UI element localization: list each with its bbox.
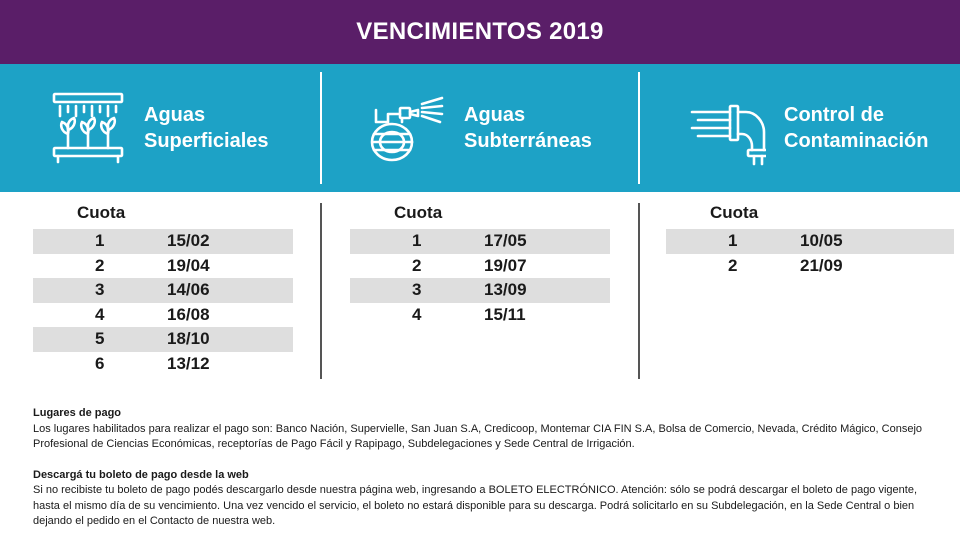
title-bar [0, 0, 960, 64]
cuota-rows [33, 229, 293, 376]
due-date: 18/10 [167, 329, 210, 349]
cuota-number: 3 [95, 280, 105, 300]
cuota-number: 2 [95, 255, 105, 275]
cuota-table-contaminacion [666, 203, 954, 278]
info-section [33, 406, 933, 530]
cuota-number: 2 [728, 255, 738, 275]
service-label [144, 102, 269, 154]
due-date: 21/09 [800, 255, 843, 275]
service-label-line1: Aguas [144, 104, 206, 126]
table-row [350, 254, 610, 279]
cuota-number: 4 [412, 304, 422, 324]
cuota-number: 2 [412, 255, 422, 275]
due-date: 17/05 [484, 231, 527, 251]
service-band [0, 64, 960, 192]
cuota-header: Cuota [394, 203, 443, 222]
service-control-contaminacion [690, 64, 928, 192]
cuota-rows [666, 229, 954, 278]
table-row [350, 278, 610, 303]
due-date: 15/02 [167, 231, 210, 251]
cuota-number: 1 [412, 231, 422, 251]
due-date: 13/09 [484, 280, 527, 300]
service-label-line2: Subterráneas [464, 130, 592, 152]
table-row [350, 229, 610, 254]
cuota-number: 3 [412, 280, 422, 300]
download-text: Si no recibiste tu boleto de pago podés descargarlo desde nuestra página web, ingresando a BOLETO ELECTRÓNICO. Atención: sólo se podrá descargar el boleto de pago vigente, hasta el mismo día de su vencimiento. Una vez vencido el servicio, el boleto no estará disponible para su descarga. Podrá solicitarlo en su Subdelegación, en la Sede Central o bien dejando el pedido en el Contacto de nuestra web. [33, 484, 918, 527]
cuota-number: 1 [728, 231, 738, 251]
due-date: 19/04 [167, 255, 210, 275]
payment-places-text: Los lugares habilitados para realizar el pago son: Banco Nación, Supervielle, San Juan S.A, Credicoop, Montemar CIA FIN S.A, Bolsa de Comercio, Nevada, Crédito Mágico, Consejo Profesional de Ciencias Económicas, receptorías de Pago Fácil y Rapipago, Subdelegaciones y Sede Central de Irrigación. [33, 422, 923, 450]
due-date: 13/12 [167, 353, 210, 373]
table-row [33, 327, 293, 352]
download-heading: Descargá tu boleto de pago desde la web [33, 468, 249, 481]
cuota-header: Cuota [77, 203, 126, 222]
table-divider [638, 203, 640, 379]
table-row [33, 278, 293, 303]
cuota-number: 5 [95, 329, 105, 349]
band-divider [320, 72, 322, 184]
table-row [33, 254, 293, 279]
service-label-line2: Superficiales [144, 130, 269, 152]
cuota-header: Cuota [710, 203, 759, 222]
service-label [784, 102, 928, 154]
due-date: 15/11 [484, 304, 526, 324]
table-row [350, 303, 610, 328]
table-row [666, 254, 954, 279]
page-title: VENCIMIENTOS 2019 [356, 18, 604, 45]
due-date: 10/05 [800, 231, 843, 251]
cuota-rows [350, 229, 610, 327]
service-label-line1: Aguas [464, 104, 526, 126]
cuota-table-subterraneas [350, 203, 610, 327]
service-label-line2: Contaminación [784, 130, 929, 152]
service-aguas-subterraneas [370, 64, 592, 192]
due-date: 19/07 [484, 255, 527, 275]
table-row [33, 303, 293, 328]
cuota-table-superficiales [33, 203, 293, 376]
service-aguas-superficiales [50, 64, 269, 192]
service-label-line1: Control de [784, 104, 884, 126]
payment-places-heading: Lugares de pago [33, 407, 122, 419]
cuota-number: 4 [95, 304, 105, 324]
table-row [666, 229, 954, 254]
cuota-number: 6 [95, 353, 105, 373]
table-row [33, 229, 293, 254]
download-block [33, 468, 933, 530]
table-row [33, 352, 293, 377]
payment-places-block [33, 406, 933, 453]
service-label [464, 102, 592, 154]
drain-pipe-icon [690, 90, 766, 166]
band-divider [638, 72, 640, 184]
hose-sprayer-icon [370, 90, 446, 166]
crops-irrigation-icon [50, 90, 126, 166]
cuota-number: 1 [95, 231, 105, 251]
due-date: 14/06 [167, 280, 210, 300]
due-date: 16/08 [167, 304, 210, 324]
table-divider [320, 203, 322, 379]
